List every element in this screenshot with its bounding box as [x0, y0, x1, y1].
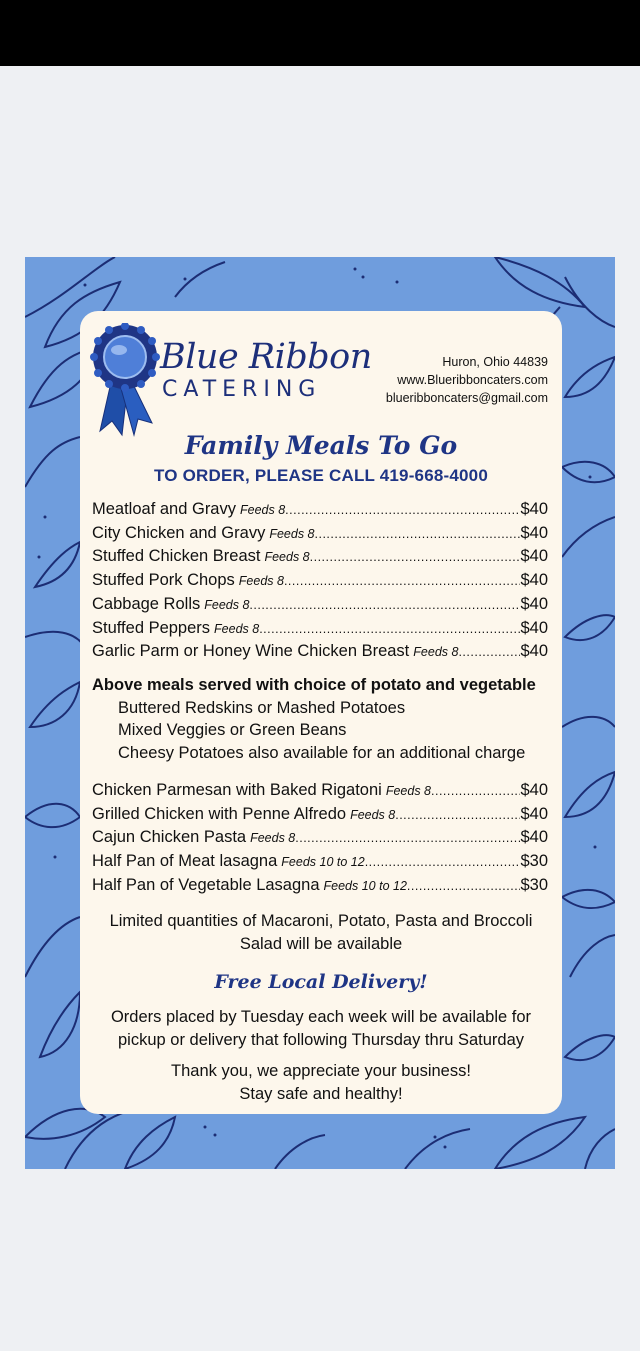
- menu-item: Stuffed Chicken Breast Feeds 8 ..... $40: [92, 545, 548, 569]
- brand-subtitle: CATERING: [162, 377, 322, 402]
- menu-item: Stuffed Pork Chops Feeds 8 ..... $40: [92, 569, 548, 593]
- delivery-heading: Free Local Delivery!: [214, 971, 428, 993]
- thank-you-line: Thank you, we appreciate your business!: [171, 1062, 471, 1080]
- location-text: Huron, Ohio 44839: [442, 355, 548, 369]
- menu-item: City Chicken and Gravy Feeds 8 ..... $40: [92, 522, 548, 546]
- order-phone-line[interactable]: TO ORDER, PLEASE CALL 419-668-4000: [153, 466, 488, 485]
- menu-item: Grilled Chicken with Penne Alfredo Feeds 8 ..... $40: [92, 803, 548, 827]
- email-link[interactable]: blueribboncaters@gmail.com: [385, 391, 548, 405]
- sides-section: [92, 674, 562, 765]
- menu-item: Cajun Chicken Pasta Feeds 8 ..... $40: [92, 826, 548, 850]
- menu-item: Meatloaf and Gravy Feeds 8 ..... $40: [92, 498, 548, 522]
- brand-name: Blue Ribbon: [160, 337, 372, 377]
- menu-card: [80, 311, 562, 1114]
- menu-item: Garlic Parm or Honey Wine Chicken Breast Feeds 8 ..... $40: [92, 640, 548, 664]
- menu-item: Stuffed Peppers Feeds 8 ..... $40: [92, 617, 548, 641]
- menu-item: Half Pan of Vegetable Lasagna Feeds 10 to 12 ..... $30: [92, 874, 548, 898]
- contact-info: [386, 353, 548, 407]
- limited-note: Limited quantities of Macaroni, Potato, Pasta and Broccoli Salad will be available: [109, 912, 533, 953]
- menu-item: Cabbage Rolls Feeds 8 ..... $40: [92, 593, 548, 617]
- menu-list-pasta: [92, 779, 548, 898]
- order-schedule-note: Orders placed by Tuesday each week will be available for pickup or delivery that following Thursday thru Saturday: [110, 1008, 532, 1049]
- thank-you-note: [90, 1060, 552, 1106]
- sides-heading: Above meals served with choice of potato and vegetable: [92, 676, 536, 694]
- website-link[interactable]: www.Blueribboncaters.com: [397, 373, 548, 387]
- side-option: Buttered Redskins or Mashed Potatoes: [118, 698, 406, 717]
- side-option: Mixed Veggies or Green Beans: [118, 721, 347, 740]
- status-bar: [0, 0, 640, 66]
- blue-ribbon-logo-icon: [90, 323, 160, 441]
- menu-item: Half Pan of Meat lasagna Feeds 10 to 12 ..... $30: [92, 850, 548, 874]
- page-title: Family Meals To Go: [184, 431, 458, 460]
- menu-list-main: [92, 498, 548, 664]
- stay-safe-line: Stay safe and healthy!: [239, 1085, 403, 1103]
- menu-item: Chicken Parmesan with Baked Rigatoni Feeds 8 ..... $40: [92, 779, 548, 803]
- side-option: Cheesy Potatoes also available for an additional charge: [118, 744, 526, 763]
